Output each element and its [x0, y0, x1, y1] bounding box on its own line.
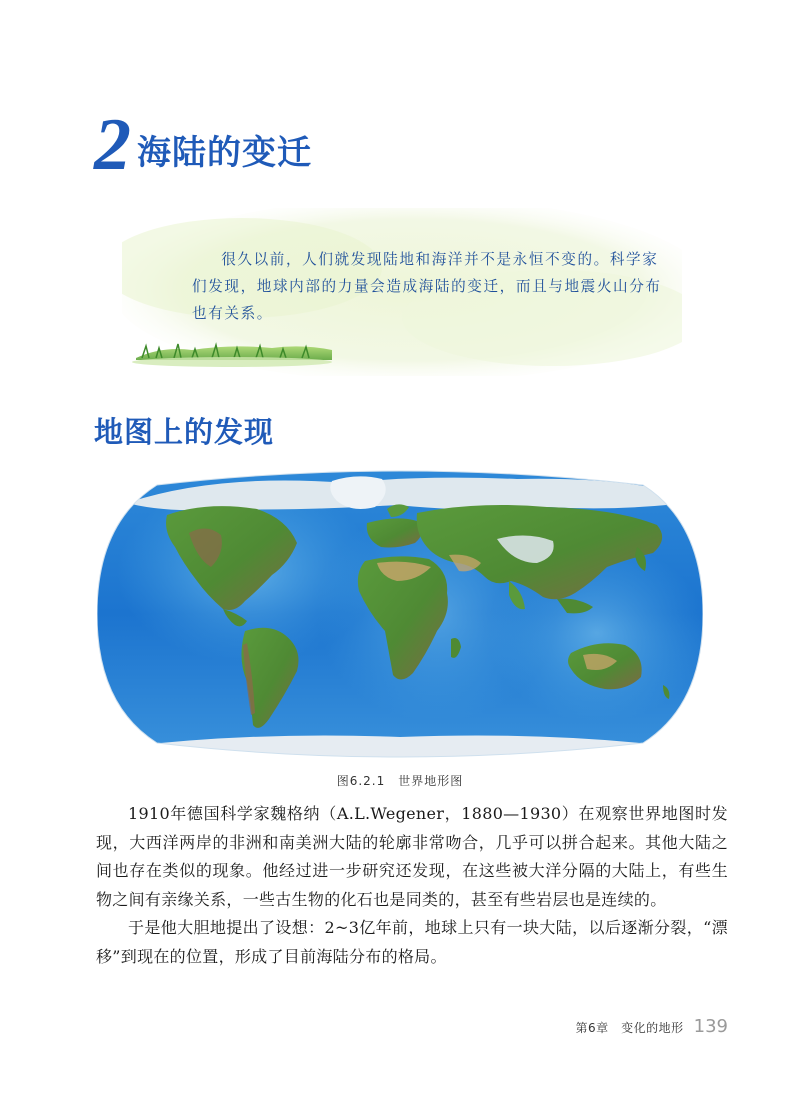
section-title: [94, 104, 312, 186]
page-number: 139: [693, 1016, 728, 1037]
page-footer: [576, 1016, 729, 1037]
footer-chapter: 第6章 变化的地形: [575, 1021, 684, 1035]
body-paragraph: 于是他大胆地提出了设想：2~3亿年前，地球上只有一块大陆，以后逐渐分裂，“漂移”到现在的位置，形成了目前海陆分布的格局。: [96, 918, 728, 966]
intro-paragraph: 很久以前，人们就发现陆地和海洋并不是永恒不变的。科学家们发现，地球内部的力量会造成海陆的变迁，而且与地震火山分布也有关系。: [192, 251, 662, 322]
figure-caption: 图6.2.1 世界地形图: [336, 774, 464, 788]
intro-text: [192, 246, 670, 327]
subheading: 地图上的发现: [94, 415, 275, 449]
section-number: 2: [94, 104, 131, 186]
intro-box: [122, 208, 682, 376]
body-paragraph: 1910年德国科学家魏格纳（A.L.Wegener，1880—1930）在观察世界地图时发现，大西洋两岸的非洲和南美洲大陆的轮廓非常吻合，几乎可以拼合起来。其他大陆之间也存在类似的现象。他经过进一步研究还发现，在这些被大洋分隔的大陆上，有些生物之间有亲缘关系，一些古生物的化石也是同类的，甚至有些岩层也是连续的。: [96, 804, 728, 909]
world-terrain-map: [97, 463, 703, 765]
section-title-text: 海陆的变迁: [137, 133, 312, 173]
body-text: [96, 800, 728, 971]
